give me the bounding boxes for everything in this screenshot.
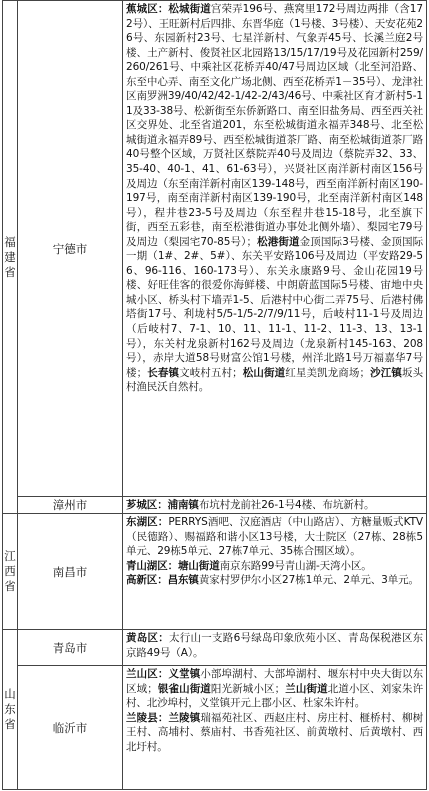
province-cell xyxy=(3,1,18,514)
detail-paragraph xyxy=(126,2,423,395)
street-label: 松山街道 xyxy=(242,366,286,379)
detail-cell xyxy=(123,514,427,630)
table-row xyxy=(3,1,427,497)
detail-paragraph xyxy=(126,711,423,755)
detail-text: 文岐村五村； xyxy=(179,366,243,379)
detail-cell xyxy=(123,497,427,514)
detail-text: 北道小区、刘家朱许村、北沙埠村，义堂镇开元上郡小区、杜家朱许村。 xyxy=(126,682,423,710)
street-label: 银雀山街道 xyxy=(157,682,211,695)
risk-area-table xyxy=(2,0,427,790)
district-label: 兰陵县： xyxy=(126,711,169,724)
province-char: 东 xyxy=(4,702,16,716)
detail-text: 坂头村渔民沃自然村。 xyxy=(126,366,423,394)
city-cell xyxy=(18,1,123,497)
detail-paragraph xyxy=(126,559,423,574)
province-char: 省 xyxy=(4,264,16,279)
city-cell xyxy=(18,666,123,790)
city-name: 南昌市 xyxy=(52,564,88,579)
province-name xyxy=(3,235,17,280)
detail-cell xyxy=(123,630,427,666)
street-label: 义堂镇 xyxy=(168,668,201,680)
street-label: 长春镇 xyxy=(147,366,180,379)
street-label: 沙江镇 xyxy=(369,366,402,379)
province-name xyxy=(3,549,17,594)
province-char: 省 xyxy=(4,717,16,731)
table-row xyxy=(3,514,427,630)
street-label: 浦南镇 xyxy=(167,499,199,511)
city-cell xyxy=(18,497,123,514)
city-name: 宁德市 xyxy=(52,241,88,256)
district-label: 芗城区： xyxy=(126,499,168,511)
detail-cell xyxy=(123,1,427,497)
city-cell xyxy=(18,630,123,666)
table-row xyxy=(3,666,427,790)
city-name: 临沂市 xyxy=(52,720,88,735)
city-name: 青岛市 xyxy=(52,640,88,655)
detail-text: 黄家村罗伊尔小区27栋1单元、2单元、3单元。 xyxy=(198,574,419,587)
detail-cell xyxy=(123,666,427,790)
detail-text: 太行山一支路6号绿岛印象欣苑小区、青岛保税港区东京路49号（A）。 xyxy=(126,632,423,659)
street-label: 昌东镇 xyxy=(167,574,199,587)
province-cell xyxy=(3,514,18,630)
table-row xyxy=(3,630,427,666)
district-label: 高新区： xyxy=(126,574,168,587)
street-label: 塘山街道 xyxy=(178,559,220,572)
detail-text: 宫荣弄196号、燕窝里172号周边两排（含172号）、王旺新村后四排、东晋华庭（1号楼、3号楼）、天安花苑26号、东园新村23号、七星洋新村、气象弄45号、长溪兰庭2号楼、土产新村、俊贤社区北园路13/15/17/19号及花园新村259/260/261号、中乘社区花桥弄40/47号周边区域（北至河沿路、东至中心弄、南至文化广场北侧、西至花桥弄1－35号）、龙津社区南罗洲39/40/42/42-1/42-2/43/46号、中乘社区育才新村5-11及33-38号、松新街至东侨新路口、南至旧盐务局、西至西关社区交界处、北至省道201，东至松城街道永福弄348号、北至松城街道永福弄89号、西至松城街道茶厂路、南至松城街道茶厂路40号整个区域，万贤社区蔡院弄40号及周边（蔡院弄32、33、35-40、40-1、41、61-63号），兴贤社区南洋新村南区156号及周边（东至南洋新村南区139-148号，西至南洋新村南区190-197号，南至南洋新村南区139-190号，北至南洋新村南区148号），程井巷23-5号及周边（东至程井巷15-18号，北至旗下街，西至五彩巷，南至松港街道办事处北侧外墙）、梨园宅79号及周边（梨园宅70-85号）； xyxy=(126,3,423,248)
city-cell xyxy=(18,514,123,630)
street-label: 松城街道 xyxy=(168,3,211,15)
detail-text: 金顶国际3号楼、金顶国际一期（1#、2#、5#）、东关平安路106号及周边（平安路29-56、96-116、160-173号）、东关永康路9号、金山花园19号楼、好旺佳客的很爱你海鲜楼、中朗蔚蓝国际5号楼、宙地中央城小区、桥头村下墙弄1-5、后港村中心街二弄75号、后港村佛塔街17号、利垅村5/5-1/5-2/7/9/11号，后岐村11-1号及周边（后岐村7、7-1、10、11、11-1、11-2、11-3、13、13-1号），东关村龙泉新村162号及周边（龙泉新村145-163、208号），赤岸大道58号财富公馆1号楼，州洋北路1号万福嘉华7号楼； xyxy=(126,235,423,379)
city-name: 漳州市 xyxy=(52,498,88,512)
street-label: 兰山街道 xyxy=(285,682,328,695)
detail-text: 阳光新城小区； xyxy=(210,682,286,695)
detail-text: 布坑村龙前社26-1号4楼、布坑新村。 xyxy=(198,499,375,511)
district-label: 青山湖区： xyxy=(126,559,178,572)
district-label: 蕉城区： xyxy=(126,3,169,15)
district-label: 兰山区： xyxy=(126,668,169,680)
province-char: 福 xyxy=(4,234,16,249)
detail-paragraph xyxy=(126,498,423,513)
detail-text: 南京东路99号青山湖-天湾小区。 xyxy=(219,559,372,572)
province-char: 西 xyxy=(4,564,16,578)
province-char: 建 xyxy=(4,249,16,264)
detail-paragraph xyxy=(126,573,423,588)
district-label: 东湖区： xyxy=(126,516,169,528)
district-label: 黄岛区： xyxy=(126,632,170,644)
street-label: 兰陵镇 xyxy=(168,711,201,724)
province-char: 山 xyxy=(4,687,16,701)
detail-text: PERRYS酒吧、汉庭酒店（中山路店）、方糖量贩式KTV（民德路）、赐福路和谐小区13号楼，大士院区（27栋、28栋5单元、29栋5单元、27栋7单元、35栋合围区域）。 xyxy=(126,516,423,558)
province-char: 省 xyxy=(4,579,16,593)
detail-text: 小部埠湖村、大部埠湖村、堰东村中央大街以东区域； xyxy=(126,668,423,695)
detail-text: 瑞福苑社区、西赵庄村、房庄村、榧桥村、柳树王村、高埔村、蔡庙村、书香苑社区、前黄墩村、后黄墩村、西北圩村。 xyxy=(126,711,423,753)
detail-paragraph xyxy=(126,667,423,711)
province-name xyxy=(3,687,17,732)
province-cell xyxy=(3,630,18,790)
detail-text: 红星美凯龙商场； xyxy=(285,366,370,379)
detail-paragraph xyxy=(126,631,423,660)
detail-paragraph xyxy=(126,515,423,559)
table-row xyxy=(3,497,427,514)
province-char: 江 xyxy=(4,549,16,563)
street-label: 松港街道 xyxy=(256,235,300,248)
